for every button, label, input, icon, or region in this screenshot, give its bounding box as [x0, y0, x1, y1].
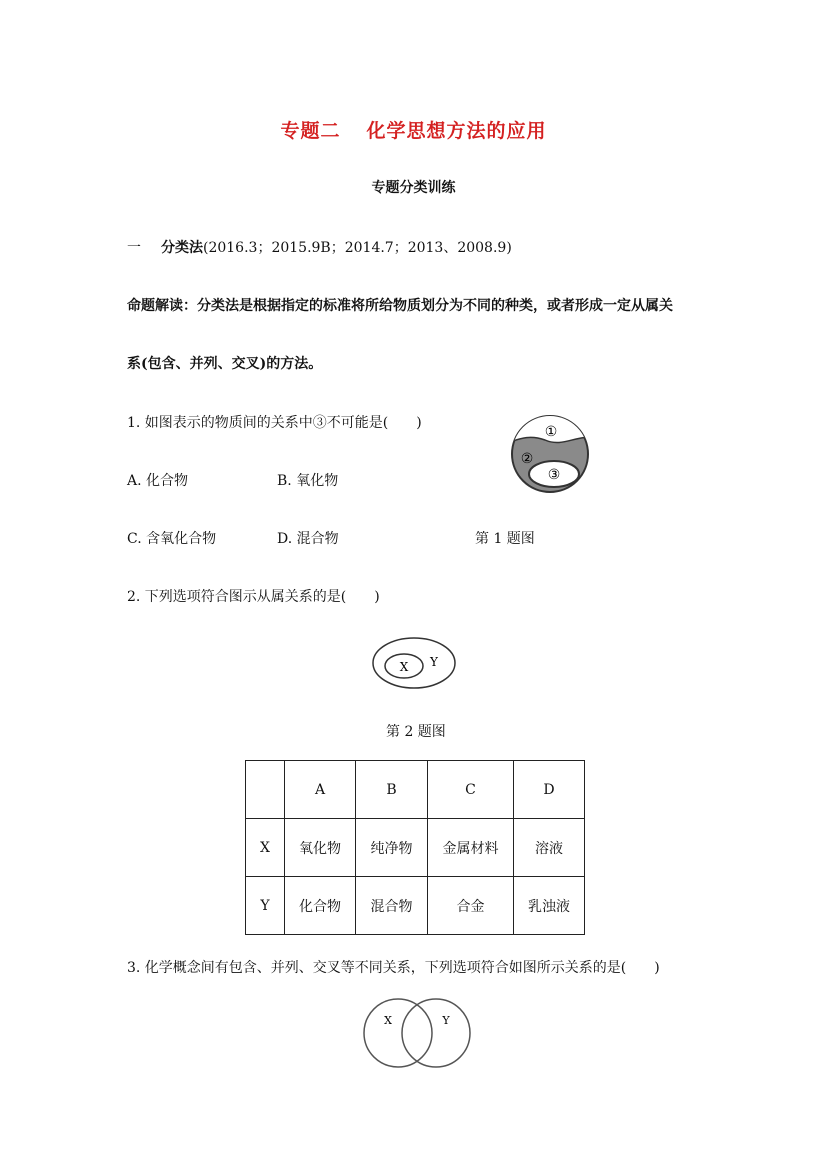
table-cell: 化合物 — [285, 877, 356, 935]
q1-option-b: B. 氧化物 — [277, 473, 339, 489]
table-header-row — [246, 761, 585, 819]
q2-figure-caption: 第 2 题图 — [386, 724, 446, 740]
q3-figure — [360, 996, 476, 1070]
table-cell: 纯净物 — [356, 819, 428, 877]
table-cell: B — [356, 761, 428, 819]
table-row — [246, 877, 585, 935]
q1-label-1: ① — [544, 424, 558, 440]
q3-label-x: X — [384, 1014, 392, 1027]
q1-label-2: ② — [520, 451, 534, 467]
table-cell: Y — [246, 877, 285, 935]
note-line-1: 命题解读：分类法是根据指定的标准将所给物质划分为不同的种类，或者形成一定从属关 — [127, 298, 673, 314]
table-cell: 合金 — [428, 877, 514, 935]
q3-stem: 3. 化学概念间有包含、并列、交叉等不同关系，下列选项符合如图所示关系的是( ) — [127, 960, 660, 976]
q3-circle-x — [364, 999, 432, 1067]
q1-figure-caption: 第 1 题图 — [475, 531, 535, 547]
q2-label-x: X — [399, 660, 409, 674]
q2-label-y: Y — [430, 655, 438, 669]
q1-option-a: A. 化合物 — [127, 473, 189, 489]
title-part1: 专题二 — [280, 120, 341, 142]
table-cell: A — [285, 761, 356, 819]
q2-figure — [370, 634, 460, 692]
section-number: 一 — [127, 240, 141, 256]
q1-label-3: ③ — [547, 467, 561, 483]
table-cell: X — [246, 819, 285, 877]
section-name: 分类法 — [161, 240, 203, 256]
title-part2: 化学思想方法的应用 — [366, 120, 547, 142]
section-years: (2016.3；2015.9B；2014.7；2013、2008.9) — [203, 240, 512, 256]
section-heading — [127, 237, 512, 257]
q2-stem: 2. 下列选项符合图示从属关系的是( ) — [127, 589, 380, 605]
note-line-2: 系(包含、并列、交叉)的方法。 — [127, 356, 323, 372]
page-title — [0, 116, 827, 143]
table-cell: 乳浊液 — [514, 877, 585, 935]
q3-circle-y — [402, 999, 470, 1067]
q1-option-d: D. 混合物 — [277, 531, 339, 547]
page-subtitle: 专题分类训练 — [371, 180, 456, 196]
q1-stem: 1. 如图表示的物质间的关系中③不可能是( ) — [127, 415, 422, 431]
table-cell: 氧化物 — [285, 819, 356, 877]
q2-options-table — [245, 760, 585, 935]
table-cell: 混合物 — [356, 877, 428, 935]
table-cell: 金属材料 — [428, 819, 514, 877]
q1-option-c: C. 含氧化合物 — [127, 531, 217, 547]
table-cell: 溶液 — [514, 819, 585, 877]
table-cell — [246, 761, 285, 819]
table-cell: D — [514, 761, 585, 819]
q3-label-y: Y — [442, 1014, 450, 1027]
table-cell: C — [428, 761, 514, 819]
q1-figure — [505, 408, 595, 500]
table-row — [246, 819, 585, 877]
